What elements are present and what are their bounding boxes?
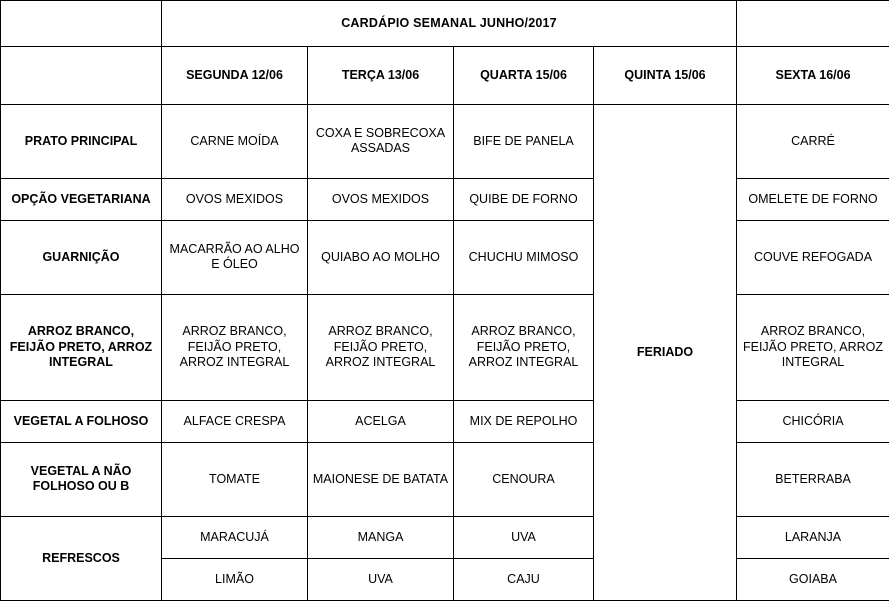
cell-friday-vegetal-a-folhoso: CHICÓRIA xyxy=(737,400,889,442)
cell-monday-prato-principal: CARNE MOÍDA xyxy=(162,105,308,179)
cell-wednesday-refresco-1: UVA xyxy=(454,516,594,558)
header-day-friday: SEXTA 16/06 xyxy=(737,47,889,105)
header-day-monday: SEGUNDA 12/06 xyxy=(162,47,308,105)
cell-tuesday-refresco-2: UVA xyxy=(308,558,454,600)
cell-friday-prato-principal: CARRÉ xyxy=(737,105,889,179)
header-corner xyxy=(1,47,162,105)
cell-tuesday-vegetal-a-folhoso: ACELGA xyxy=(308,400,454,442)
cell-wednesday-refresco-2: CAJU xyxy=(454,558,594,600)
cell-friday-opcao-vegetariana: OMELETE DE FORNO xyxy=(737,178,889,220)
header-row xyxy=(1,47,889,105)
header-day-thursday: QUINTA 15/06 xyxy=(594,47,737,105)
cell-friday-arroz-feijao: ARROZ BRANCO, FEIJÃO PRETO, ARROZ INTEGRAL xyxy=(737,294,889,400)
row-label-refrescos: REFRESCOS xyxy=(1,516,162,600)
row-label-vegetal-a-folhoso: VEGETAL A FOLHOSO xyxy=(1,400,162,442)
cell-monday-refresco-2: LIMÃO xyxy=(162,558,308,600)
cell-tuesday-opcao-vegetariana: OVOS MEXIDOS xyxy=(308,178,454,220)
cell-tuesday-arroz-feijao: ARROZ BRANCO, FEIJÃO PRETO, ARROZ INTEGRAL xyxy=(308,294,454,400)
cell-tuesday-refresco-1: MANGA xyxy=(308,516,454,558)
title-left-spacer xyxy=(1,1,162,47)
cell-friday-guarnicao: COUVE REFOGADA xyxy=(737,221,889,295)
cell-wednesday-guarnicao: CHUCHU MIMOSO xyxy=(454,221,594,295)
cell-wednesday-vegetal-nao-folhoso: CENOURA xyxy=(454,442,594,516)
cell-wednesday-arroz-feijao: ARROZ BRANCO, FEIJÃO PRETO, ARROZ INTEGRAL xyxy=(454,294,594,400)
cell-friday-vegetal-nao-folhoso: BETERRABA xyxy=(737,442,889,516)
cell-wednesday-vegetal-a-folhoso: MIX DE REPOLHO xyxy=(454,400,594,442)
row-label-guarnicao: GUARNIÇÃO xyxy=(1,221,162,295)
cell-friday-refresco-2: GOIABA xyxy=(737,558,889,600)
header-day-wednesday: QUARTA 15/06 xyxy=(454,47,594,105)
row-label-prato-principal: PRATO PRINCIPAL xyxy=(1,105,162,179)
cell-monday-guarnicao: MACARRÃO AO ALHO E ÓLEO xyxy=(162,221,308,295)
cell-tuesday-prato-principal: COXA E SOBRECOXA ASSADAS xyxy=(308,105,454,179)
table-row xyxy=(1,105,889,179)
table-row xyxy=(1,178,889,220)
cell-monday-refresco-1: MARACUJÁ xyxy=(162,516,308,558)
cell-friday-refresco-1: LARANJA xyxy=(737,516,889,558)
row-label-arroz-feijao: ARROZ BRANCO, FEIJÃO PRETO, ARROZ INTEGRAL xyxy=(1,294,162,400)
cell-monday-vegetal-a-folhoso: ALFACE CRESPA xyxy=(162,400,308,442)
cell-monday-arroz-feijao: ARROZ BRANCO, FEIJÃO PRETO, ARROZ INTEGRAL xyxy=(162,294,308,400)
row-label-vegetal-nao-folhoso: VEGETAL A NÃO FOLHOSO OU B xyxy=(1,442,162,516)
table-row xyxy=(1,442,889,516)
table-row xyxy=(1,221,889,295)
table-row xyxy=(1,294,889,400)
cell-tuesday-guarnicao: QUIABO AO MOLHO xyxy=(308,221,454,295)
cell-monday-opcao-vegetariana: OVOS MEXIDOS xyxy=(162,178,308,220)
table-row xyxy=(1,516,889,558)
table-row xyxy=(1,400,889,442)
header-day-tuesday: TERÇA 13/06 xyxy=(308,47,454,105)
cell-monday-vegetal-nao-folhoso: TOMATE xyxy=(162,442,308,516)
title-right-spacer xyxy=(737,1,889,47)
row-label-opcao-vegetariana: OPÇÃO VEGETARIANA xyxy=(1,178,162,220)
page-title: CARDÁPIO SEMANAL JUNHO/2017 xyxy=(162,1,737,47)
cell-thursday-holiday: FERIADO xyxy=(594,105,737,601)
title-row xyxy=(1,1,889,47)
cell-tuesday-vegetal-nao-folhoso: MAIONESE DE BATATA xyxy=(308,442,454,516)
cell-wednesday-prato-principal: BIFE DE PANELA xyxy=(454,105,594,179)
cell-wednesday-opcao-vegetariana: QUIBE DE FORNO xyxy=(454,178,594,220)
